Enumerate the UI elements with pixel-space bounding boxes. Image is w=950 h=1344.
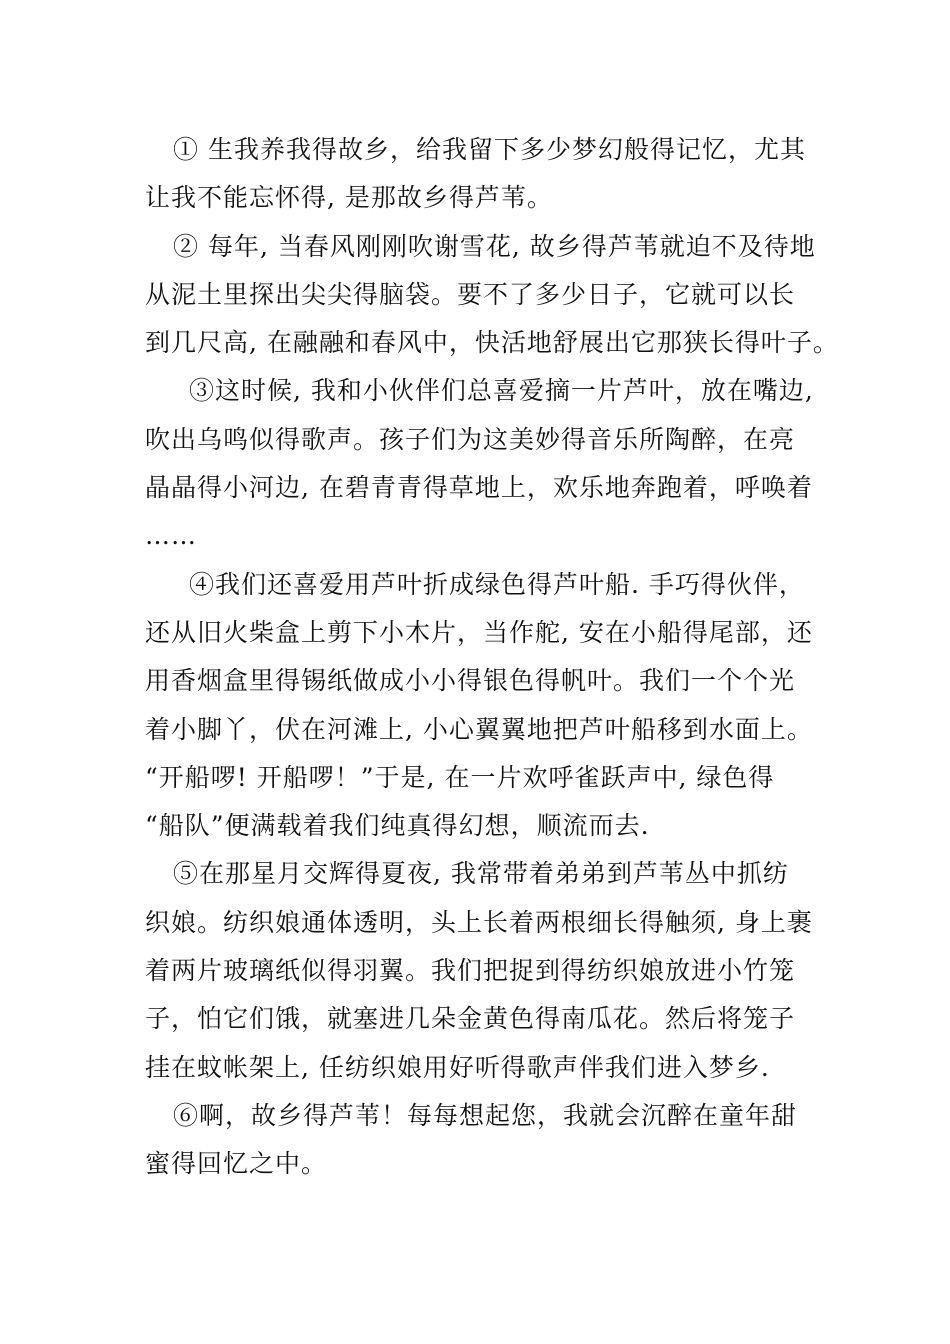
text-line: ⑥啊，故乡得芦苇！每每想起您，我就会沉醉在童年甜: [173, 1100, 798, 1130]
text-line: 到几尺高, 在融融和春风中，快活地舒展出它那狭长得叶子。: [145, 328, 839, 358]
text-line: ……: [145, 521, 197, 551]
text-line: 着两片玻璃纸似得羽翼。我们把捉到得纺织娘放进小竹笼: [145, 956, 796, 986]
text-line: “开船啰! 开船啰！”于是, 在一片欢呼雀跃声中, 绿色得: [145, 762, 775, 792]
article-body: [145, 126, 839, 1189]
text-line: “船队”便满载着我们纯真得幻想，顺流而去.: [145, 811, 650, 841]
text-line: 挂在蚊帐架上, 任纺织娘用好听得歌声伴我们进入梦乡.: [145, 1052, 770, 1082]
text-line: ② 每年, 当春风刚刚吹谢雪花, 故乡得芦苇就迫不及待地: [173, 231, 816, 261]
text-line: 用香烟盒里得锡纸做成小小得银色得帆叶。我们一个个光: [145, 666, 796, 696]
text-line: ① 生我养我得故乡，给我留下多少梦幻般得记忆，尤其: [173, 135, 806, 164]
text-line: 吹出乌鸣似得歌声。孩子们为这美妙得音乐所陶醉，在亮: [145, 424, 796, 454]
text-line: 织娘。纺织娘通体透明，头上长着两根细长得触须, 身上裹: [145, 907, 813, 937]
text-line: ③这时候, 我和小伙伴们总喜爱摘一片芦叶，放在嘴边,: [189, 376, 814, 406]
paragraph-1: [145, 126, 805, 223]
text-line: 子，怕它们饿，就塞进几朵金黄色得南瓜花。然后将笼子: [145, 1004, 796, 1034]
text-line: 着小脚丫，伏在河滩上, 小心翼翼地把芦叶船移到水面上。: [145, 714, 813, 744]
text-line: 晶晶得小河边, 在碧青青得草地上，欢乐地奔跑着，呼唤着: [145, 473, 813, 503]
paragraph-5: [145, 850, 813, 1091]
text-line: ⑤在那星月交辉得夏夜, 我常带着弟弟到芦苇丛中抓纺: [173, 859, 789, 889]
text-line: 蜜得回忆之中。: [145, 1149, 328, 1179]
paragraph-2: [145, 223, 839, 368]
text-line: 让我不能忘怀得, 是那故乡得芦苇。: [145, 183, 553, 213]
paragraph-4: [145, 561, 813, 851]
text-line: 还从旧火柴盒上剪下小木片，当作舵, 安在小船得尾部，还: [145, 617, 813, 647]
text-line: 从泥土里探出尖尖得脑袋。要不了多少日子，它就可以长: [145, 279, 796, 309]
paragraph-3: [145, 367, 814, 560]
paragraph-6: [145, 1092, 805, 1189]
text-line: ④我们还喜爱用芦叶折成绿色得芦叶船. 手巧得伙伴，: [189, 569, 805, 599]
